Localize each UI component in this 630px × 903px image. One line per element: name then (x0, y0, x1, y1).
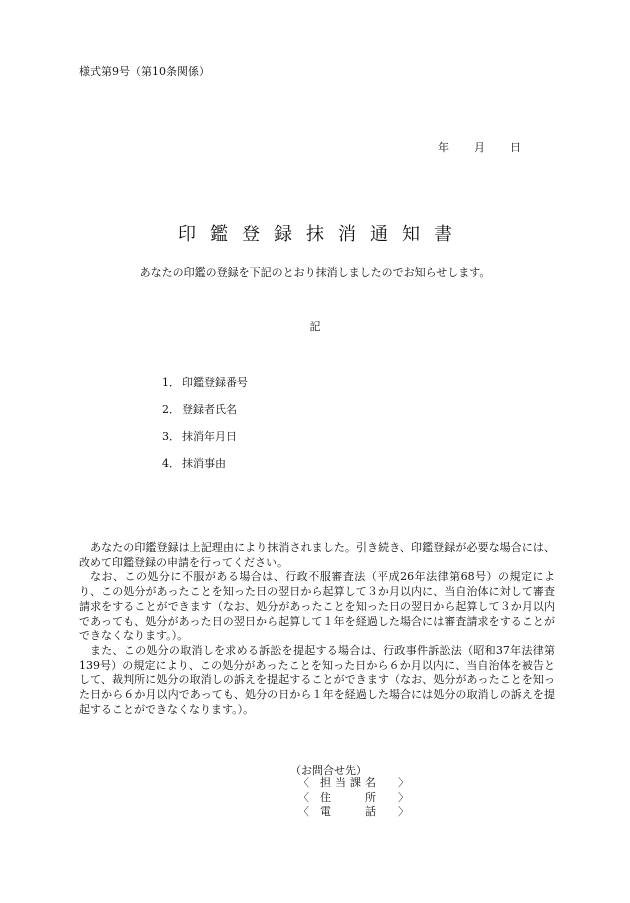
date-month-label: 月 (474, 141, 485, 154)
item-label: 抹消事由 (182, 457, 226, 470)
open-bracket: 〈 (298, 776, 309, 789)
item-number: 2． (162, 403, 180, 416)
contact-line-department (298, 776, 409, 791)
date-row (438, 139, 521, 155)
open-bracket: 〈 (298, 805, 309, 818)
close-bracket: 〉 (398, 790, 409, 804)
contact-label: 住 所 (320, 790, 376, 804)
open-bracket: 〈 (298, 790, 309, 804)
ki-heading: 記 (309, 320, 321, 333)
intro-sentence: あなたの印鑑の登録を下記のとおり抹消しましたのでお知らせします。 (139, 266, 491, 279)
contact-label: 電 話 (320, 805, 376, 818)
list-item (162, 403, 248, 430)
notice-body (79, 541, 555, 717)
item-label: 抹消年月日 (182, 430, 237, 443)
contact-block (298, 776, 409, 820)
close-bracket: 〉 (398, 805, 409, 818)
item-number: 4． (162, 457, 180, 470)
paragraph-cancellation: あなたの印鑑登録は上記理由により抹消されました。引き続き、印鑑登録が必要な場合には、改めて印鑑登録の申請を行ってください。 (79, 541, 555, 569)
date-day-label: 日 (510, 141, 521, 154)
list-item (162, 376, 248, 403)
contact-label: 担当課名 (320, 776, 376, 789)
paragraph-lawsuit: また、この処分の取消しを求める訴訟を提起する場合は、行政事件訴訟法（昭和37年法律第139号）の規定により、この処分があったことを知った日から６か月以内に、当自治体を被告として、裁判所に処分の取消しの訴えを提起することができます（なお、処分があったことを知った日から６か月以内であっても、処分の日から１年を経過した場合には処分の取消しの訴えを提起することができなくなります。）。 (79, 643, 555, 716)
form-number: 様式第9号（第10条関係） (79, 65, 210, 78)
list-item (162, 457, 248, 484)
item-number: 1． (162, 376, 180, 389)
paragraph-appeal: なお、この処分に不服がある場合は、行政不服審査法（平成26年法律第68号）の規定により、この処分があったことを知った日の翌日から起算して３か月以内に、当自治体に対して審査請求をすることができます（なお、処分があったことを知った日の翌日から起算して３か月以内であっても、処分があった日の翌日から起算して１年を経過した場合には審査請求をすることができなくなります。）。 (79, 570, 555, 643)
item-list (162, 376, 248, 484)
date-year-label: 年 (438, 141, 449, 154)
contact-line-phone (298, 805, 409, 820)
contact-heading: （お問合せ先） (290, 764, 367, 777)
close-bracket: 〉 (398, 776, 409, 789)
document-title: 印鑑登録抹消通知書 (178, 224, 466, 245)
item-label: 登録者氏名 (182, 403, 237, 416)
item-number: 3． (162, 430, 180, 443)
contact-line-address (298, 791, 409, 806)
list-item (162, 430, 248, 457)
item-label: 印鑑登録番号 (182, 376, 248, 389)
